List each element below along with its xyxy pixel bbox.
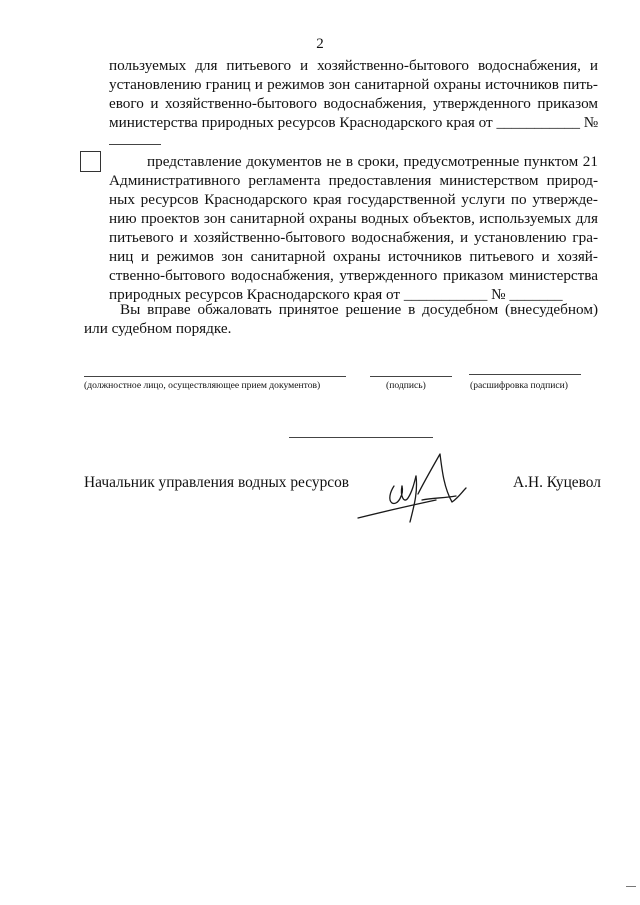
text-line: установлению границ и режимов зон санитарной охраны источников пить- [109,76,598,93]
decoding-line [469,374,581,375]
decoding-caption: (расшифровка подписи) [470,380,568,391]
text-line: министерства природных ресурсов Краснодарского края от ___________ № [109,114,599,131]
text-line: ниц и режимов зон санитарной охраны источников питьевого и хозяй- [109,248,598,265]
text-line: представление документов не в сроки, предусмотренные пунктом 21 [147,153,598,170]
page-number: 2 [316,36,324,52]
text-line: Вы вправе обжаловать принятое решение в досудебном (внесудебном) [120,301,598,318]
separator-line [289,437,433,438]
text-line: Административного регламента предоставления министерством природ- [109,172,598,189]
text-line: ственно-бытового водоснабжения, утвержденного приказом министерства [109,267,598,284]
appeal-paragraph [84,300,598,338]
refusal-reason-paragraph [109,152,598,304]
signer-name: А.Н. Куцевол [513,474,601,491]
text-line: евого и хозяйственно-бытового водоснабжения, утвержденного приказом [109,95,598,112]
official-signature-line [84,376,346,377]
reason-checkbox[interactable] [80,151,101,172]
text-line: ных ресурсов Краснодарского края государственной услуги по утвержде- [109,191,598,208]
edge-mark [626,886,636,887]
signer-position: Начальник управления водных ресурсов [84,474,350,491]
signature-caption: (подпись) [386,380,426,391]
paragraph-continuation [109,56,598,132]
number-underline [109,144,161,145]
handwritten-signature [352,448,472,528]
text-line: пользуемых для питьевого и хозяйственно-бытового водоснабжения, и [109,57,598,74]
text-line: нию проектов зон санитарной охраны водных объектов, используемых для [109,210,598,227]
text-line: природных ресурсов Краснодарского края от ___________ № _______ [109,286,563,303]
text-line: питьевого и хозяйственно-бытового водоснабжения, и установлению гра- [109,229,598,246]
text-line: или судебном порядке. [84,320,232,337]
signature-line [370,376,452,377]
official-caption: (должностное лицо, осуществляющее прием документов) [84,380,321,391]
